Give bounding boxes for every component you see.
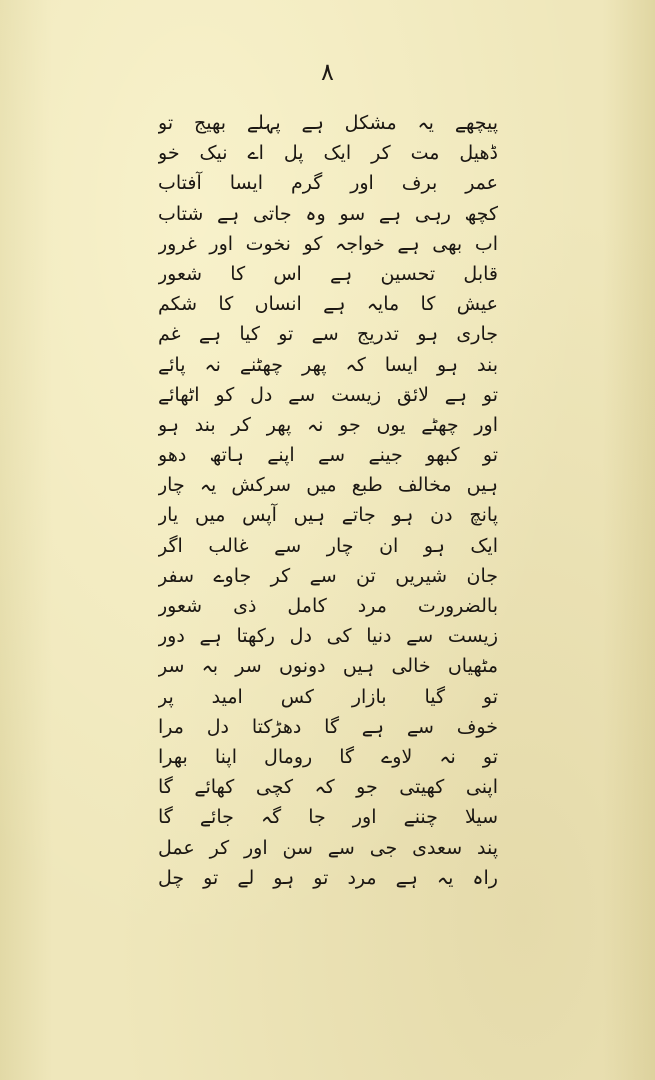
poem-line: پانچ دن ہو جاتے ہیں آپس میں یار xyxy=(158,504,498,527)
poem-line: تو کبھو جینے سے اپنے ہاتھ دھو xyxy=(158,444,498,467)
poem-line: قابل تحسین ہے اس کا شعور xyxy=(158,262,498,285)
poem-line: کچھ رہی ہے سو وہ جاتی ہے شتاب xyxy=(158,202,498,225)
poem-line: تو ہے لائق زیست سے دل کو اٹھائے xyxy=(158,383,498,406)
poem-line: پیچھے یہ مشکل ہے پہلے بھیج تو xyxy=(158,112,498,134)
poem-line: بند ہو ایسا کہ پھر چھٹنے نہ پائے xyxy=(158,353,498,376)
poem-line: ایک ہو ان چار سے غالب اگر xyxy=(158,534,498,557)
poem-line: اپنی کھیتی جو کہ کچی کھائے گا xyxy=(158,776,498,799)
poem-line: اب بھی ہے خواجہ کو نخوت اور غرور xyxy=(158,232,498,255)
poem-line: عمر برف اور گرم ایسا آفتاب xyxy=(158,172,498,195)
poem-line: تو گیا بازار کس امید پر xyxy=(158,685,498,708)
poem-line: جاری ہو تدریج سے تو کیا ہے غم xyxy=(158,323,498,346)
poem-line: اور چھٹے یوں جو نہ پھر کر بند ہو xyxy=(158,413,498,436)
poem-line: پند سعدی جی سے سن اور کر عمل xyxy=(158,836,498,859)
poem-line: زیست سے دنیا کی دل رکھتا ہے دور xyxy=(158,625,498,648)
poem-line: عیش کا مایہ ہے انساں کا شکم xyxy=(158,293,498,316)
page-number: ۸ xyxy=(321,58,334,86)
poem-line: راہ یہ ہے مرد تو ہو لے تو چل xyxy=(158,866,498,889)
poem-line: تو نہ لاوے گا رومال اپنا بھرا xyxy=(158,745,498,768)
poem-line: ہیں مخالف طبع میں سرکش یہ چار xyxy=(158,474,498,497)
poem-line: ڈھیل مت کر ایک پل اے نیک خو xyxy=(158,142,498,165)
poem-line: مٹھیاں خالی ہیں دونوں سر بہ سر xyxy=(158,655,498,678)
poem-text xyxy=(158,108,498,893)
poem-line: خوف سے ہے گا دھڑکتا دل مرا xyxy=(158,715,498,738)
poem-line: بالضرورت مرد کامل ذی شعور xyxy=(158,595,498,617)
poem-line: جان شیریں تن سے کر جاوے سفر xyxy=(158,564,498,587)
poem-line: سیلا چننے اور جا گہ جائے گا xyxy=(158,806,498,829)
